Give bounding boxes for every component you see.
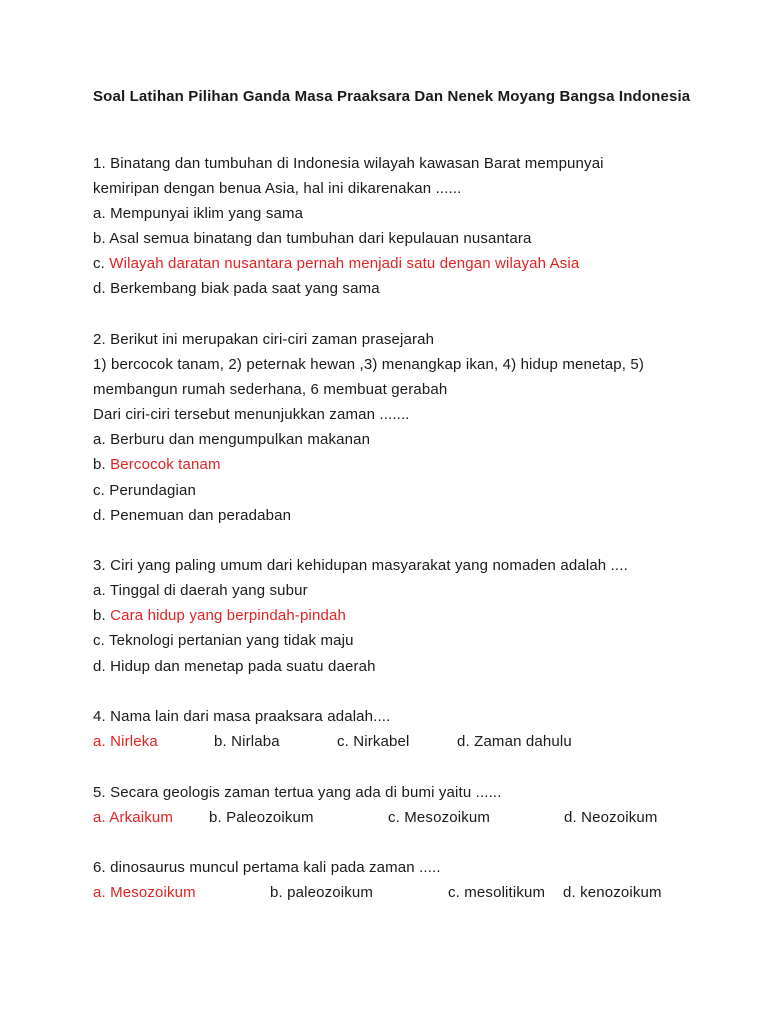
q2-stem-line3: membangun rumah sederhana, 6 membuat gerabah xyxy=(93,381,448,398)
q5-option-c: c. Mesozoikum xyxy=(388,809,490,826)
q2-option-c: c. Perundagian xyxy=(93,482,197,499)
q1-option-c xyxy=(93,251,579,276)
q2-option-b xyxy=(93,452,221,477)
q6-stem: 6. dinosaurus muncul pertama kali pada zaman ..... xyxy=(93,859,441,876)
document-title: Soal Latihan Pilihan Ganda Masa Praaksara Dan Nenek Moyang Bangsa Indonesia xyxy=(93,88,691,105)
q1-option-a: a. Mempunyai iklim yang sama xyxy=(93,205,304,222)
q3-answer: Cara hidup yang berpindah-pindah xyxy=(110,607,346,624)
q4-option-b: b. Nirlaba xyxy=(214,733,280,750)
q4-option-a: a. Nirleka xyxy=(93,733,158,750)
q3-stem: 3. Ciri yang paling umum dari kehidupan masyarakat yang nomaden adalah .... xyxy=(93,557,628,574)
q5-option-b: b. Paleozoikum xyxy=(209,809,314,826)
q5-stem: 5. Secara geologis zaman tertua yang ada di bumi yaitu ...... xyxy=(93,784,502,801)
q1-answer: Wilayah daratan nusantara pernah menjadi satu dengan wilayah Asia xyxy=(109,255,580,272)
q6-option-a: a. Mesozoikum xyxy=(93,884,196,901)
q3-option-b-prefix: b. xyxy=(93,607,111,624)
q2-option-d: d. Penemuan dan peradaban xyxy=(93,507,292,524)
q4-option-c: c. Nirkabel xyxy=(337,733,410,750)
q5-option-d: d. Neozoikum xyxy=(564,809,658,826)
q1-option-c-prefix: c. xyxy=(93,255,110,272)
q6-option-d: d. kenozoikum xyxy=(563,884,662,901)
q2-stem-line2: 1) bercocok tanam, 2) peternak hewan ,3) menangkap ikan, 4) hidup menetap, 5) xyxy=(93,356,645,373)
q2-answer: Bercocok tanam xyxy=(110,456,221,473)
q6-option-b: b. paleozoikum xyxy=(270,884,373,901)
q3-option-c: c. Teknologi pertanian yang tidak maju xyxy=(93,632,354,649)
q1-option-b: b. Asal semua binatang dan tumbuhan dari kepulauan nusantara xyxy=(93,230,532,247)
q1-stem-line2: kemiripan dengan benua Asia, hal ini dikarenakan ...... xyxy=(93,180,462,197)
q5-option-a: a. Arkaikum xyxy=(93,809,174,826)
q2-option-a: a. Berburu dan mengumpulkan makanan xyxy=(93,431,371,448)
q1-stem-line1: 1. Binatang dan tumbuhan di Indonesia wilayah kawasan Barat mempunyai xyxy=(93,155,604,172)
q3-option-a: a. Tinggal di daerah yang subur xyxy=(93,582,308,599)
q4-stem: 4. Nama lain dari masa praaksara adalah.... xyxy=(93,708,391,725)
q2-stem-line1: 2. Berikut ini merupakan ciri-ciri zaman prasejarah xyxy=(93,331,435,348)
q2-option-b-prefix: b. xyxy=(93,456,111,473)
q2-stem-line4: Dari ciri-ciri tersebut menunjukkan zaman ....... xyxy=(93,406,410,423)
q4-option-d: d. Zaman dahulu xyxy=(457,733,572,750)
q1-option-d: d. Berkembang biak pada saat yang sama xyxy=(93,280,380,297)
q6-option-c: c. mesolitikum xyxy=(448,884,546,901)
q3-option-d: d. Hidup dan menetap pada suatu daerah xyxy=(93,658,376,675)
q3-option-b xyxy=(93,603,346,628)
